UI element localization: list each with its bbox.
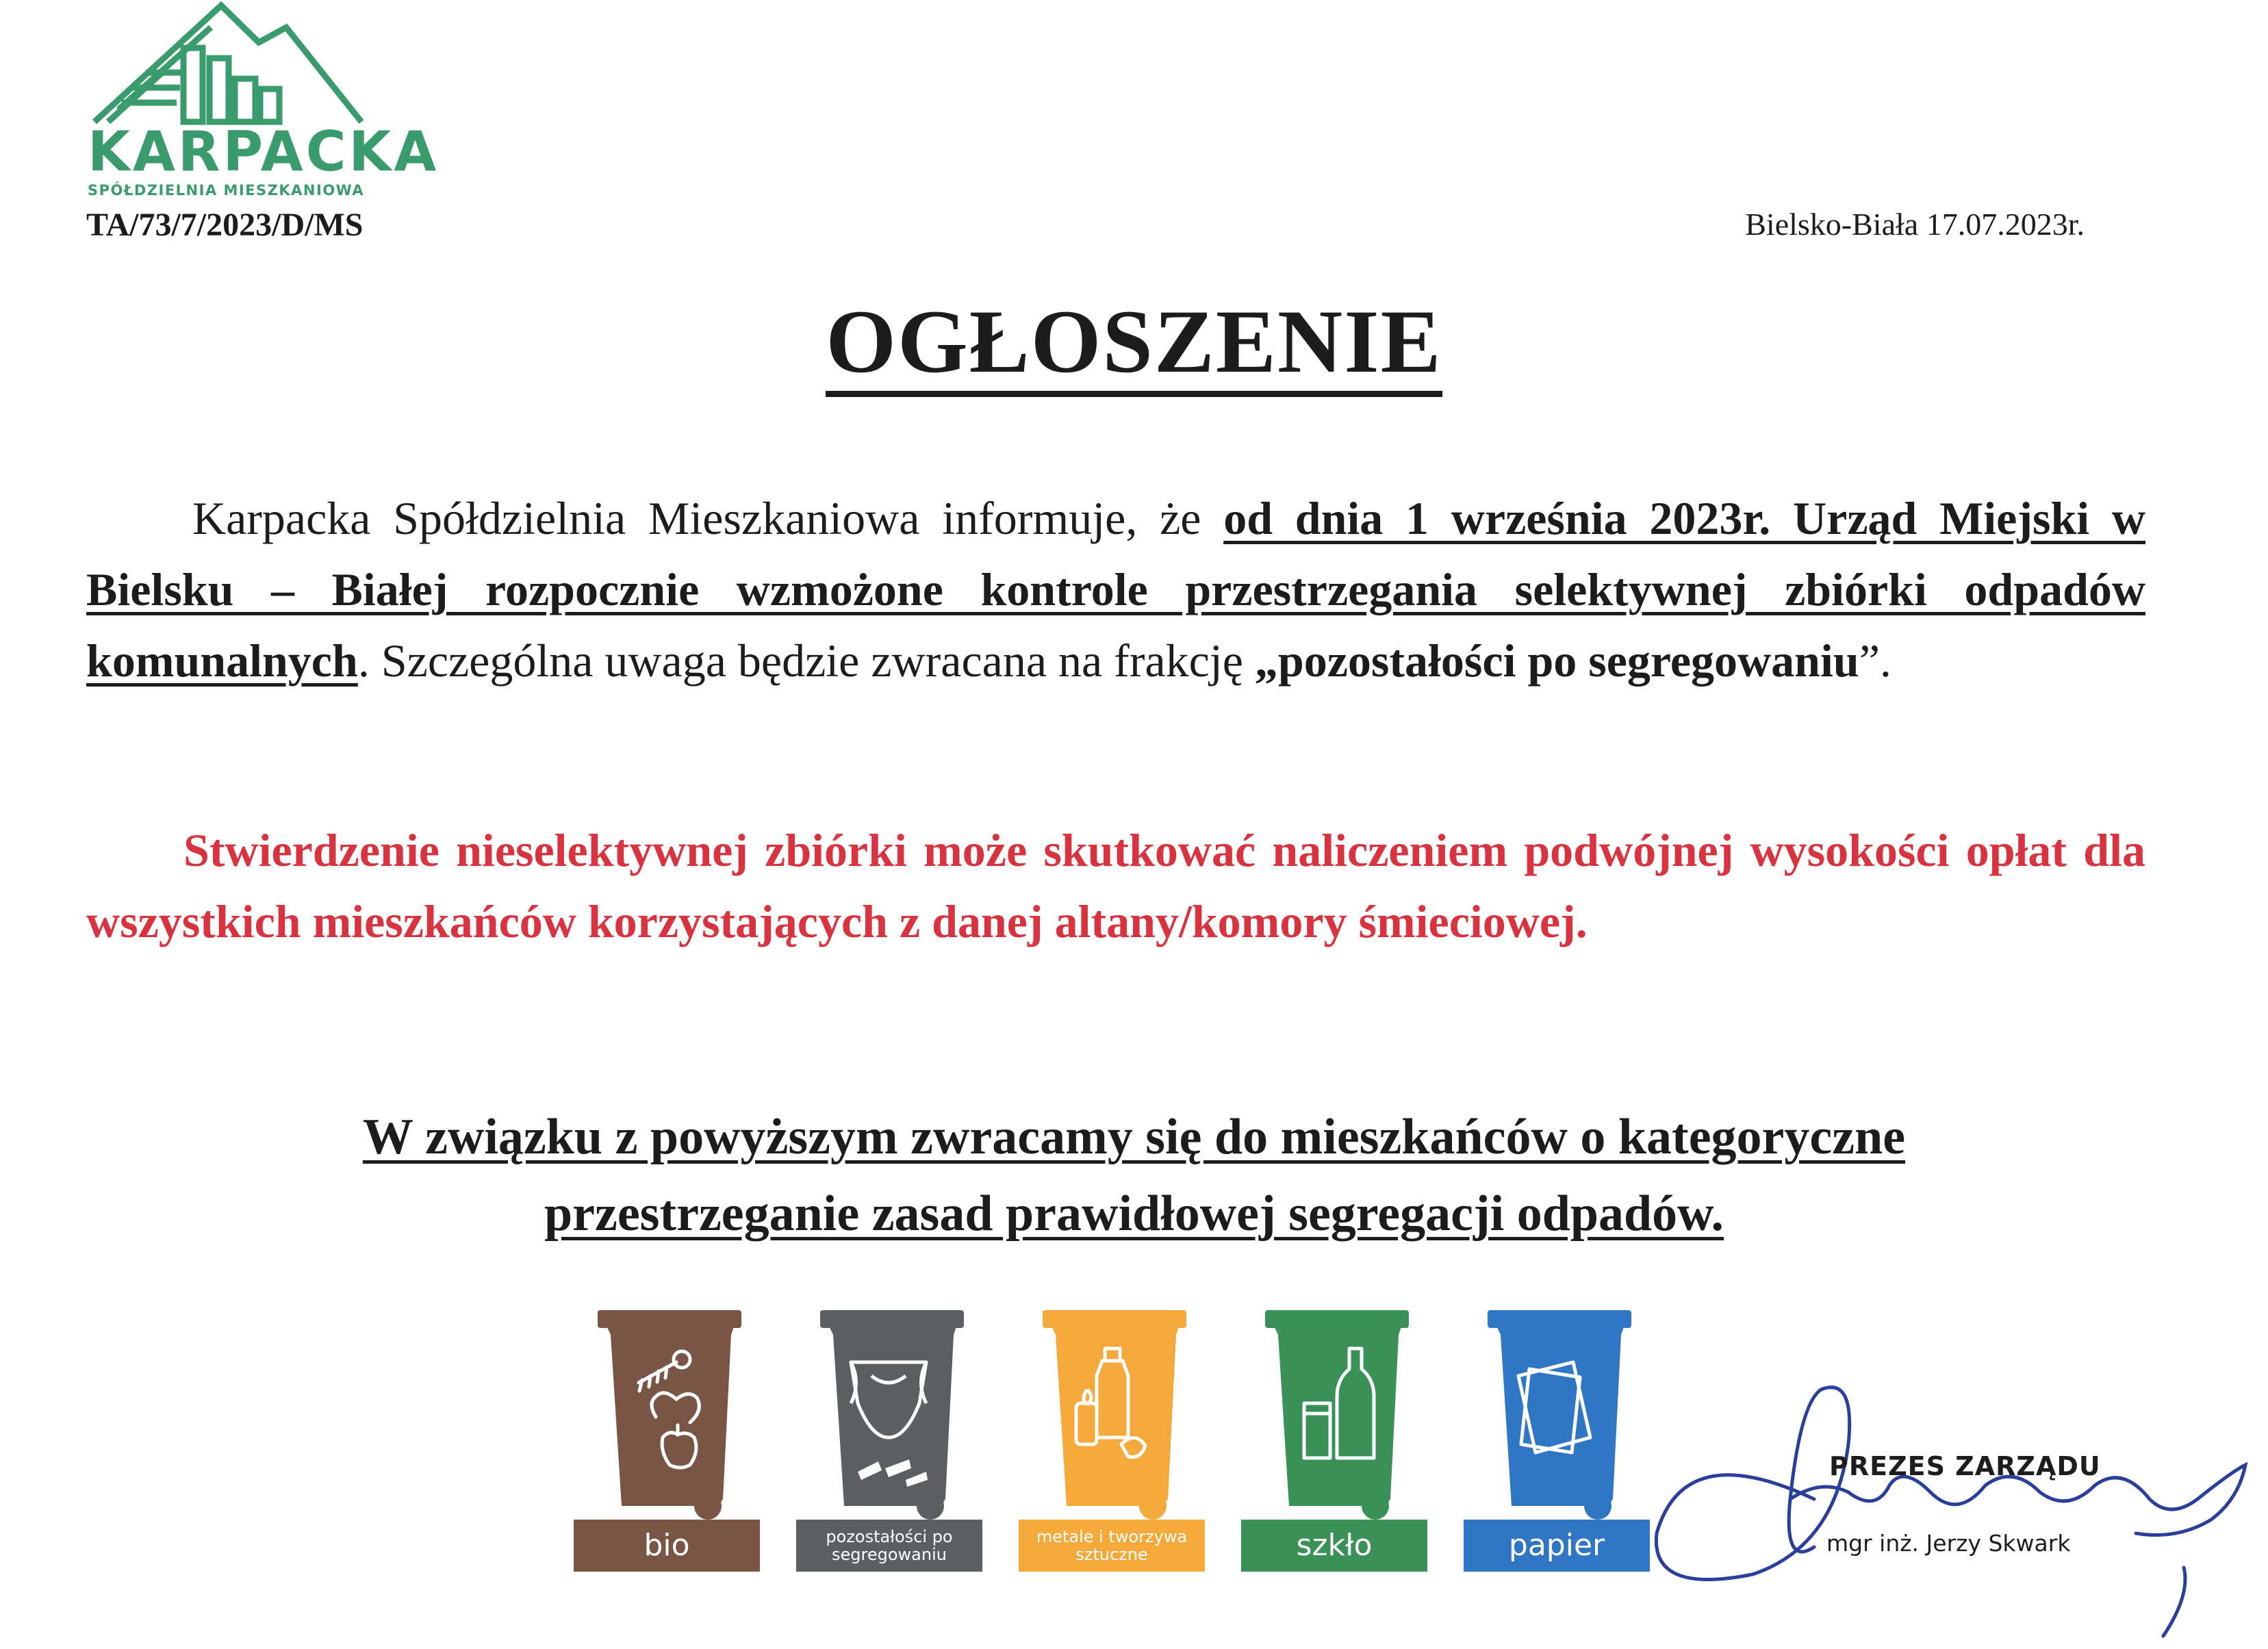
bin-bio	[574, 1301, 760, 1574]
fraction-name: „pozostałości po segregowaniu	[1254, 635, 1859, 687]
announcement-paragraph	[86, 483, 2145, 696]
logo-name: KARPACKA	[88, 120, 439, 183]
signature-block	[1643, 1362, 2259, 1649]
appeal-line-2: przestrzeganie zasad prawidłowej segregacji odpadów.	[544, 1186, 1724, 1242]
bin-mixed	[796, 1301, 982, 1574]
control-announcement-underlined: od dnia 1 września 2023r. Urząd Miejski w Bielsku – Białej rozpocznie wzmożone kontrole przestrzegania selektywnej zbiórki odpadów komunalnych	[86, 492, 2146, 687]
bin-label-mixed: pozostałości po segregowaniu	[826, 1526, 953, 1564]
document-title: OGŁOSZENIE	[826, 294, 1442, 397]
cooperative-logo	[81, 0, 439, 205]
residents-appeal	[86, 1099, 2182, 1252]
appeal-line-1: W związku z powyższym zwracamy się do mieszkańców o kategoryczne	[362, 1109, 1906, 1165]
stamp-title: PREZES ZARZĄDU	[1829, 1451, 2101, 1481]
stamp-name: mgr inż. Jerzy Skwark	[1826, 1530, 2071, 1557]
handwritten-signature	[1643, 1362, 2259, 1649]
bin-label-glass: szkło	[1296, 1527, 1373, 1563]
bin-paper	[1464, 1301, 1650, 1574]
mountain-buildings-logo-icon	[81, 0, 368, 130]
bin-plastics-metals	[1019, 1301, 1205, 1574]
logo-subtitle: SPÓŁDZIELNIA MIESZKANIOWA	[88, 182, 365, 199]
waste-bins-row	[574, 1301, 1648, 1574]
place-and-date: Bielsko-Biała 17.07.2023r.	[1745, 207, 2085, 242]
bin-label-paper: papier	[1508, 1527, 1605, 1563]
fee-warning: Stwierdzenie nieselektywnej zbiórki może skutkować naliczeniem podwójnej wysokości opłat dla wszystkich mieszkańców korzystających z danej altany/komory śmieciowej.	[86, 824, 2145, 947]
bin-label-plastics-metals: metale i tworzywa sztuczne	[1036, 1526, 1188, 1564]
paragraph-intro: Karpacka Spółdzielnia Mieszkaniowa informuje, że	[192, 492, 1224, 544]
paragraph-middle: . Szczególna uwaga będzie zwracana na frakcję	[357, 635, 1255, 687]
paragraph-end: ”.	[1859, 635, 1891, 687]
bin-label-bio: bio	[644, 1527, 690, 1563]
bin-glass	[1241, 1301, 1427, 1574]
reference-number: TA/73/7/2023/D/MS	[86, 207, 364, 243]
